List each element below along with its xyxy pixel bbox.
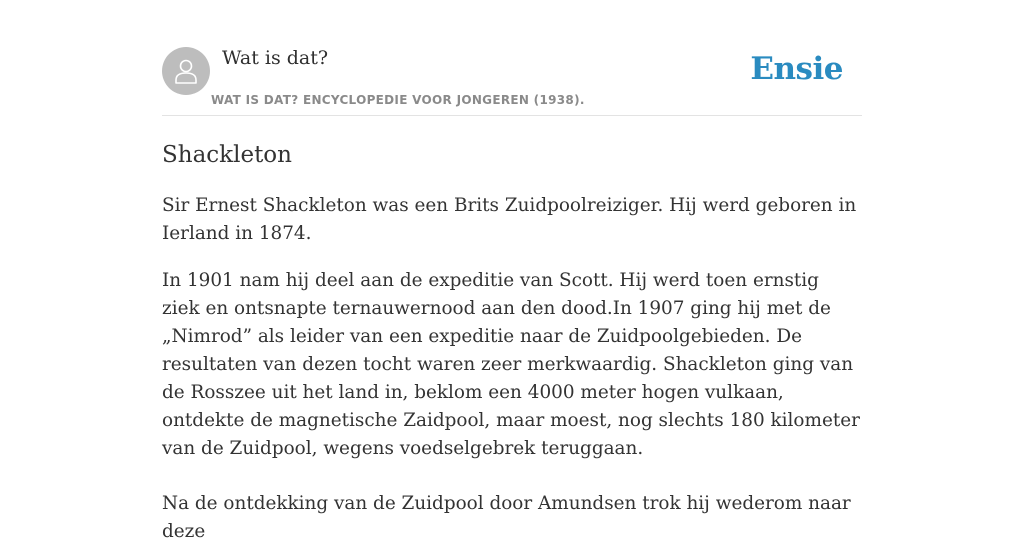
user-avatar-icon[interactable]	[162, 47, 210, 95]
article-paragraph: Sir Ernest Shackleton was een Brits Zuidpoolreiziger. Hij werd geboren in Ierland in 1874.	[162, 195, 857, 244]
article-paragraph: Na de ontdekking van de Zuidpool door Amundsen trok hij wederom naar deze	[162, 493, 851, 542]
source-subtitle[interactable]: WAT IS DAT? ENCYCLOPEDIE VOOR JONGEREN (1938).	[211, 93, 585, 107]
content-container	[162, 0, 862, 546]
source-title[interactable]: Wat is dat?	[222, 47, 329, 69]
article-paragraph: In 1901 nam hij deel aan de expeditie van Scott. Hij werd toen ernstig ziek en ontsnapte ternauwernood aan den dood.In 1907 ging hij met de „Nimrod” als leider van een expeditie naar de Zuidpoolgebieden. De resultaten van dezen tocht waren zeer merkwaardig. Shackleton ging van de Rosszee uit het land in, beklom een 4000 meter hogen vulkaan, ontdekte de magnetische Zaidpool, maar moest, nog slechts 180 kilometer van de Zuidpool, wegens voedselgebrek teruggaan.	[162, 270, 860, 459]
avatar-silhouette-icon	[162, 47, 210, 95]
source-header	[162, 0, 862, 116]
ensie-logo[interactable]: Ensie	[750, 51, 843, 87]
article	[162, 116, 862, 546]
article-title: Shackleton	[162, 142, 292, 168]
